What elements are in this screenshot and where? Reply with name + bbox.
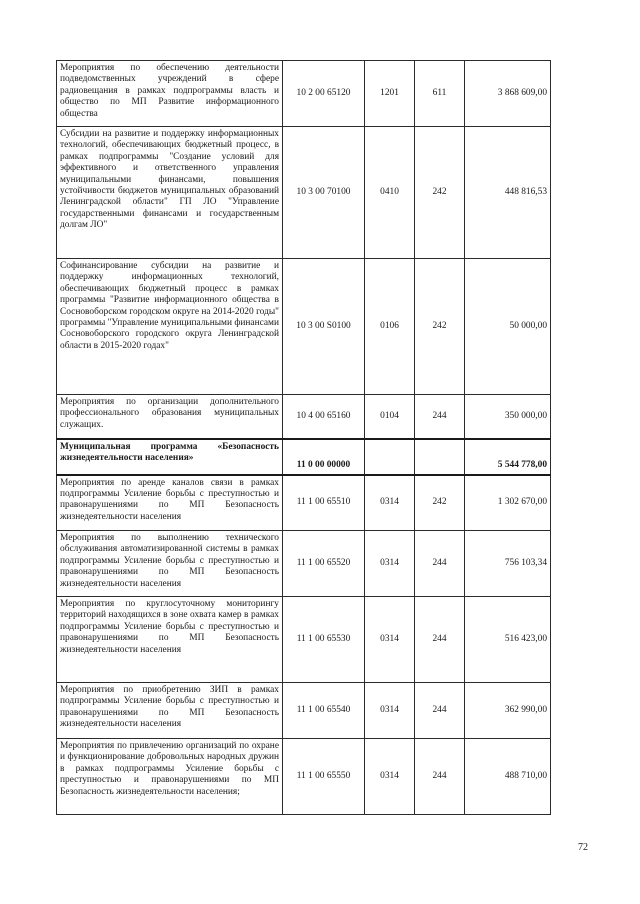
budget-table (56, 60, 551, 815)
amount-cell: 756 103,34 (465, 531, 551, 597)
section-code-cell: 0314 (365, 531, 415, 597)
target-code-cell: 11 1 00 65530 (283, 597, 365, 683)
target-code-cell: 11 1 00 65510 (283, 475, 365, 531)
amount-cell: 488 710,00 (465, 739, 551, 815)
table-row (57, 475, 551, 531)
amount-cell: 448 816,53 (465, 127, 551, 259)
table-row (57, 683, 551, 739)
table-row (57, 739, 551, 815)
section-code-cell: 0410 (365, 127, 415, 259)
description-cell: Мероприятия по обеспечению деятельности подведомственных учреждений в сфере радиовещания в рамках подпрограммы власть и общество по МП Развитие информационного общества (57, 61, 283, 127)
expense-type-cell: 244 (415, 683, 465, 739)
expense-type-cell: 244 (415, 531, 465, 597)
amount-cell: 3 868 609,00 (465, 61, 551, 127)
description-cell: Мероприятия по выполнению технического обслуживания автоматизированной системы в рамках подпрограммы Усиление борьбы с преступностью и правонарушениями по МП Безопасность жизнедеятельности населения (57, 531, 283, 597)
section-code-cell: 0314 (365, 597, 415, 683)
expense-type-cell (415, 439, 465, 475)
section-code-cell: 0314 (365, 683, 415, 739)
section-code-cell: 0314 (365, 475, 415, 531)
expense-type-cell: 244 (415, 739, 465, 815)
description-cell: Субсидии на развитие и поддержку информационных технологий, обеспечивающих бюджетный процесс, в рамках подпрограммы "Создание условий для эффективного и ответственного управления муниципальными финансами, повышения устойчивости бюджетов муниципальных образований Ленинградской области" ГП ЛО "Управление государственными финансами и государственным долгам ЛО" (57, 127, 283, 259)
target-code-cell: 10 2 00 65120 (283, 61, 365, 127)
target-code-cell: 10 4 00 65160 (283, 395, 365, 439)
target-code-cell: 10 3 00 70100 (283, 127, 365, 259)
description-cell: Мероприятия по приобретению ЗИП в рамках подпрограммы Усиление борьбы с преступностью и правонарушениями по МП Безопасность жизнедеятельности населения (57, 683, 283, 739)
section-code-cell: 0106 (365, 259, 415, 395)
table-row (57, 61, 551, 127)
amount-cell: 516 423,00 (465, 597, 551, 683)
target-code-cell: 11 1 00 65520 (283, 531, 365, 597)
amount-cell: 50 000,00 (465, 259, 551, 395)
expense-type-cell: 242 (415, 127, 465, 259)
target-code-cell: 11 0 00 00000 (283, 439, 365, 475)
program-total-row (57, 439, 551, 475)
target-code-cell: 10 3 00 S0100 (283, 259, 365, 395)
section-code-cell: 0104 (365, 395, 415, 439)
section-code-cell: 0314 (365, 739, 415, 815)
amount-cell: 5 544 778,00 (465, 439, 551, 475)
table-row (57, 259, 551, 395)
description-cell: Мероприятия по аренде каналов связи в рамках подпрограммы Усиление борьбы с преступностью и правонарушениями по МП Безопасность жизнедеятельности населения (57, 475, 283, 531)
expense-type-cell: 242 (415, 475, 465, 531)
description-cell: Мероприятия по привлечению организаций по охране и функционирование добровольных народных дружин в рамках подпрограммы Усиление борьбы с преступностью и правонарушениями по МП Безопасность жизнедеятельности населения; (57, 739, 283, 815)
table-row (57, 395, 551, 439)
expense-type-cell: 244 (415, 395, 465, 439)
description-cell: Мероприятия по круглосуточному мониторингу территорий находящихся в зоне охвата камер в рамках подпрограммы Усиление борьбы с преступностью и правонарушениями по МП Безопасность жизнедеятельности населения (57, 597, 283, 683)
page-number: 72 (578, 842, 588, 853)
budget-table-body (57, 61, 551, 815)
expense-type-cell: 611 (415, 61, 465, 127)
table-row (57, 597, 551, 683)
description-cell: Муниципальная программа «Безопасность жизнедеятельности населения» (57, 439, 283, 475)
amount-cell: 1 302 670,00 (465, 475, 551, 531)
table-row (57, 531, 551, 597)
target-code-cell: 11 1 00 65540 (283, 683, 365, 739)
description-cell: Софинансирование субсидии на развитие и поддержку информационных технологий, обеспечивающих бюджетный процесс в рамках программы "Развитие информационного общества в Сосновоборском городском округе на 2014-2020 годы" программы "Управление муниципальными финансами Сосновоборского городского округа Ленинградской области в 2015-2020 годах" (57, 259, 283, 395)
table-row (57, 127, 551, 259)
target-code-cell: 11 1 00 65550 (283, 739, 365, 815)
amount-cell: 362 990,00 (465, 683, 551, 739)
expense-type-cell: 242 (415, 259, 465, 395)
section-code-cell (365, 439, 415, 475)
description-cell: Мероприятия по организации дополнительного профессионального образования муниципальных служащих. (57, 395, 283, 439)
section-code-cell: 1201 (365, 61, 415, 127)
expense-type-cell: 244 (415, 597, 465, 683)
amount-cell: 350 000,00 (465, 395, 551, 439)
